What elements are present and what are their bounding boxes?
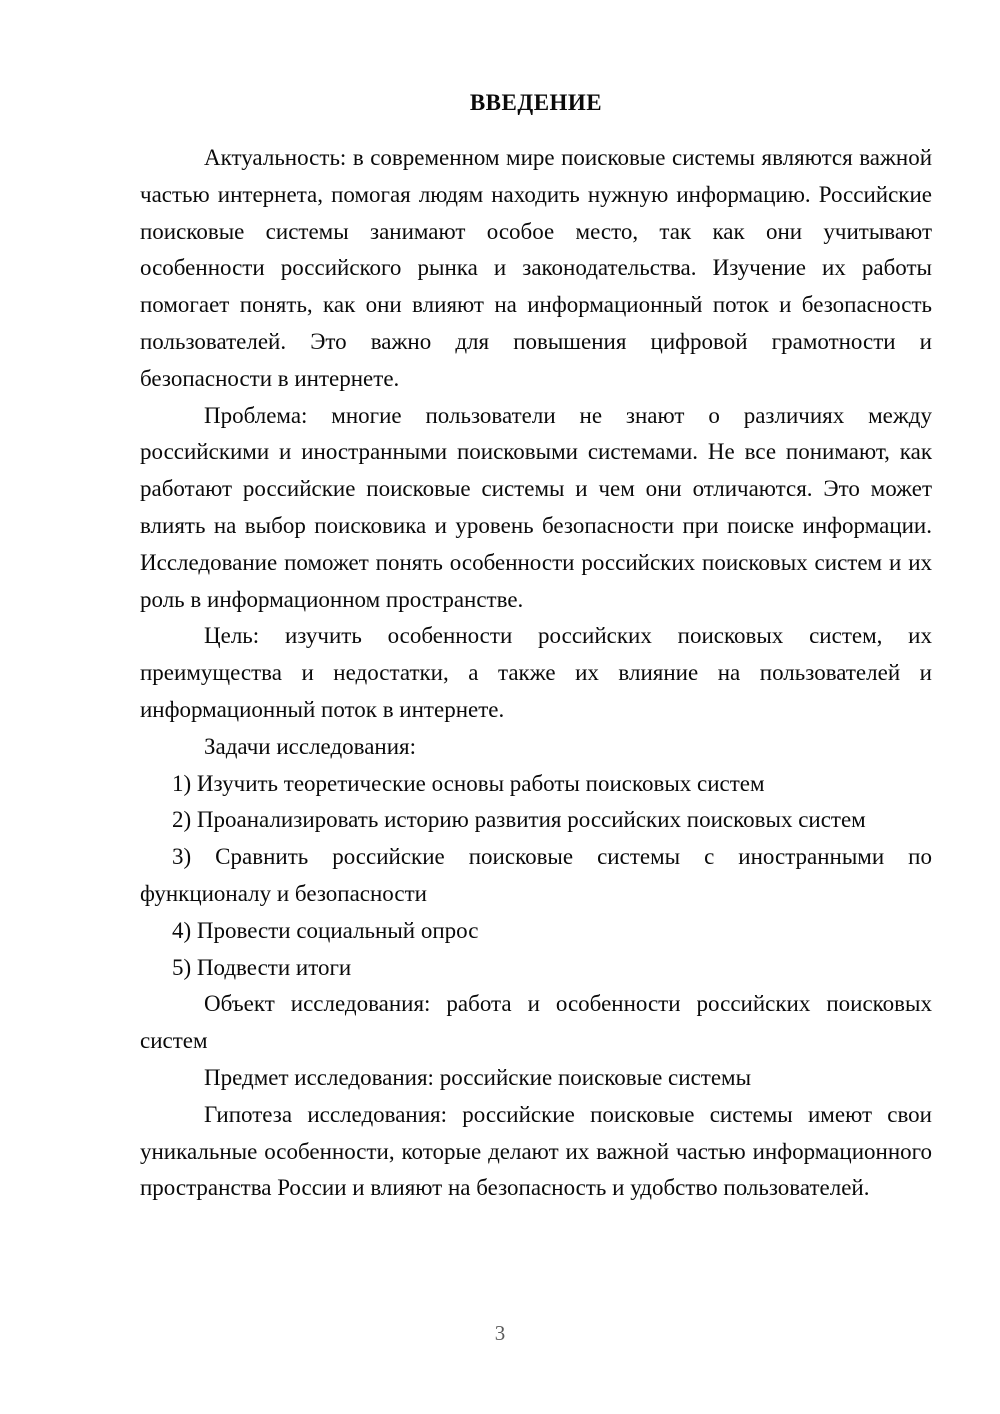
paragraph-problem: Проблема: многие пользователи не знают о различиях между российскими и иностранными поисковыми системами. Не все понимают, как работают российские поисковые системы и чем они отличаются. Это может влиять на выбор поисковика и уровень безопасности при поиске информации. Исследование поможет понять особенности российских поисковых систем и их роль в информационном пространстве. (140, 402, 932, 612)
paragraph-tasks-label: Задачи исследования: (204, 733, 417, 759)
document-body (140, 88, 932, 1207)
paragraph-hypothesis: Гипотеза исследования: российские поисковые системы имеют свои уникальные особенности, которые делают их важной частью информационного пространства России и влияют на безопасность и удобство пользователей. (140, 1101, 932, 1201)
list-item: 5) Подвести итоги (172, 954, 352, 980)
list-item: 1) Изучить теоретические основы работы поисковых систем (172, 770, 765, 796)
page-number: 3 (494, 1321, 506, 1345)
list-item: 3) Сравнить российские поисковые системы с иностранными по функционалу и безопасности (140, 844, 932, 906)
list-item: 2) Проанализировать историю развития российских поисковых систем (172, 807, 866, 833)
paragraph-object: Объект исследования: работа и особенности российских поисковых систем (140, 991, 932, 1054)
list-item: 4) Провести социальный опрос (172, 917, 479, 943)
paragraph-relevance: Актуальность: в современном мире поисковые системы являются важной частью интернета, помогая людям находить нужную информацию. Российские поисковые системы занимают особое место, так как они учитывают особенности российского рынка и законодательства. Изучение их работы помогает понять, как они влияют на информационный поток и безопасность пользователей. Это важно для повышения цифровой грамотности и безопасности в интернете. (140, 145, 932, 391)
paragraph-goal: Цель: изучить особенности российских поисковых систем, их преимущества и недостатки, а также их влияние на пользователей и информационный поток в интернете. (140, 623, 932, 722)
page-title: ВВЕДЕНИЕ (469, 90, 603, 115)
paragraph-subject: Предмет исследования: российские поисковые системы (204, 1064, 752, 1090)
